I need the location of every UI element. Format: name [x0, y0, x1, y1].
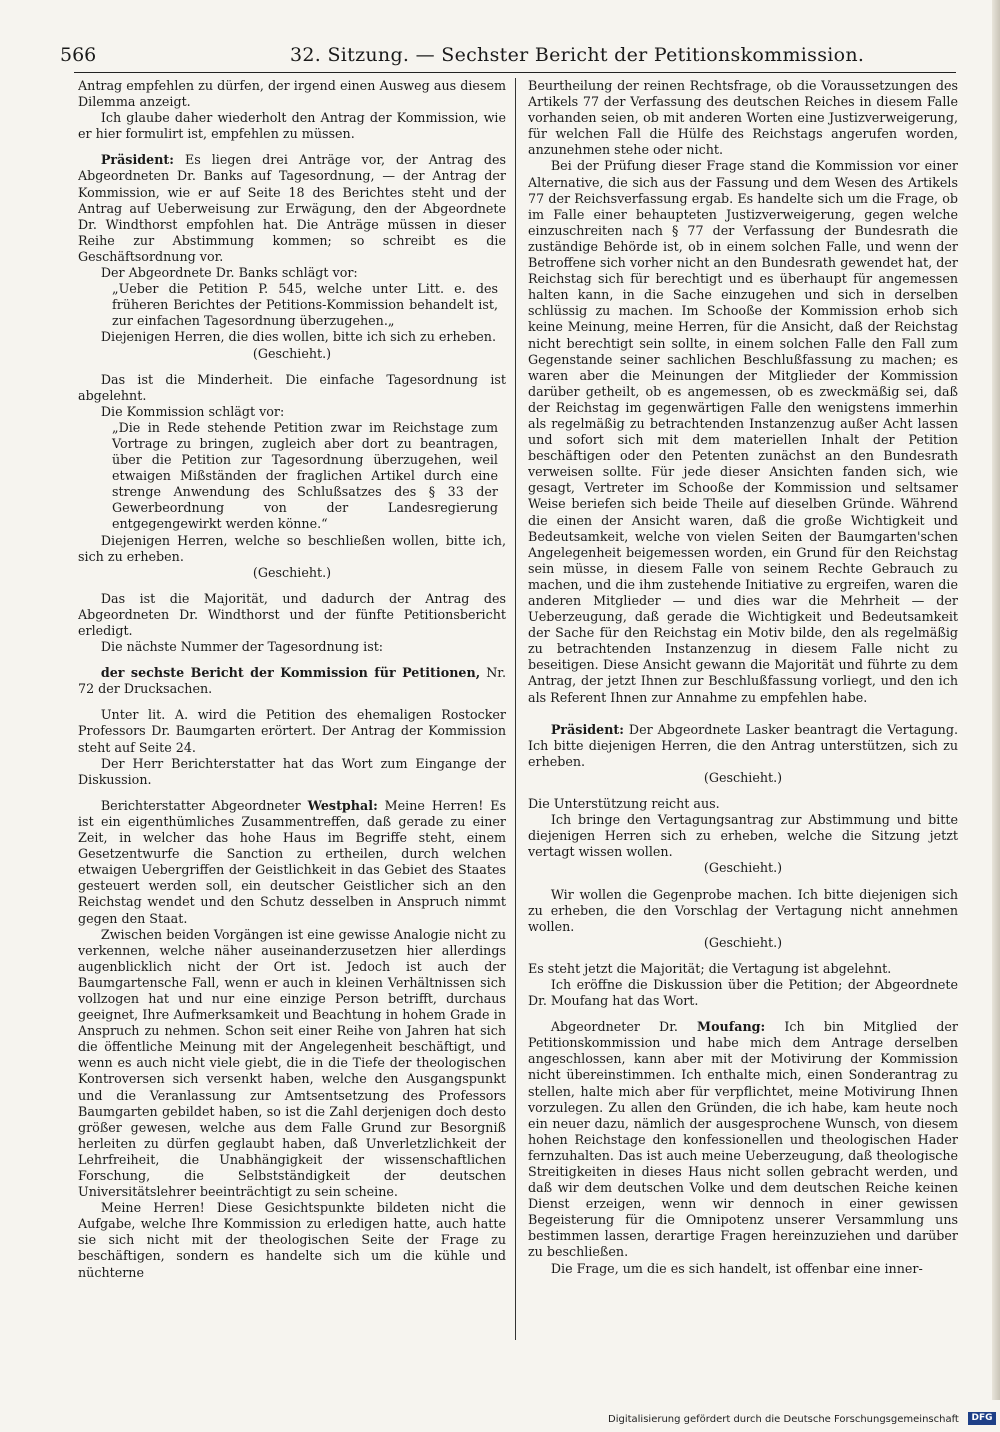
dfg-logo: DFG: [968, 1412, 996, 1425]
paragraph: [78, 798, 506, 927]
paragraph: [78, 707, 506, 755]
paragraph-text: (Geschieht.): [703, 934, 783, 950]
paragraph-text: Ich bin Mitglied der Petitionskommission und habe mich dem Antrage derselben angeschlossen, kann aber mit der Motivirung der Kommission nicht übereinstimmen. Ich enthalte mich, einen Sonderantrag zu stellen, halte mich aber für verpflichtet, meine Motivirung Ihnen vorzulegen. Zu allen den Gründen, die ich habe, kam heute noch ein neuer dazu, nämlich der ausgesprochene Wunsch, von diesem hohen Reichstage den konfessionellen und theologischen Hader fernzuhalten. Das ist auch meine Ueberzeugung, daß theologische Streitigkeiten in dieses Haus nicht sollen gebracht werden, und daß wir dem deutschen Volke und dem deutschen Reiche keinen Dienst erzeigen, wenn wir dennoch in einer gewissen Begeisterung für die Omnipotenz unserer Versammlung uns bestimmen lassen, derartige Fragen hereinzuziehen und darüber zu beschließen.: [528, 1019, 958, 1260]
paragraph-text: Ich bringe den Vertagungsantrag zur Abstimmung und bitte diejenigen Herren sich zu erheben, welche die Sitzung jetzt vertagt wissen wollen.: [528, 812, 958, 860]
paragraph-text: Der Abgeordnete Dr. Banks schlägt vor:: [100, 265, 358, 281]
stage-direction: [528, 770, 958, 786]
paragraph-spacer: [528, 786, 958, 796]
paragraph-spacer: [78, 581, 506, 591]
footer-credit: Digitalisierung gefördert durch die Deutsche Forschungsgemeinschaft: [608, 1414, 959, 1425]
page-edge-shadow: [992, 0, 1000, 1400]
paragraph-text: Die nächste Nummer der Tagesordnung ist:: [100, 639, 384, 655]
paragraph-spacer: [78, 697, 506, 707]
paragraph-text: Zwischen beiden Vorgängen ist eine gewisse Analogie nicht zu verkennen, welche näher auseinanderzusetzen hier allerdings augenblicklich nicht der Ort ist. Jedoch ist auch der Baumgartensche Fall, wenn er auch in kleinen Verhältnissen sich vollzogen hat und nur eine einzige Person betrifft, durchaus geeignet, Ihre Aufmerksamkeit und Beachtung in hohem Grade in Anspruch zu nehmen. Schon seit einer Reihe von Jahren hat sich die öffentliche Meinung mit der Angelegenheit beschäftigt, und wenn es auch nicht viele giebt, die in die Tiefe der theologischen Kontroversen sich versenkt haben, welche den Ausgangspunkt und die Veranlassung zur Amtsentsetzung des Professors Baumgarten gebildet haben, so ist die Zahl derjenigen doch desto größer gewesen, welche aus dem Falle Grund zur Besorgniß herleiten zu dürfen geglaubt haben, daß Unverletzlichkeit der Lehrfreiheit, die Unabhängigkeit der wissenschaftlichen Forschung, die Selbstständigkeit der deutschen Universitätslehrer beeinträchtigt zu sein scheine.: [78, 926, 506, 1200]
paragraph: [78, 927, 506, 1201]
stage-direction: [78, 565, 506, 581]
stage-direction: [78, 346, 506, 362]
paragraph-text: Diejenigen Herren, die dies wollen, bitte ich sich zu erheben.: [100, 329, 497, 345]
paragraph-text: Wir wollen die Gegenprobe machen. Ich bitte diejenigen sich zu erheben, die den Vorschlag der Vertagung nicht annehmen wollen.: [528, 886, 958, 934]
paragraph-text: Die Frage, um die es sich handelt, ist offenbar eine inner-: [550, 1260, 923, 1276]
paragraph-text: Es liegen drei Anträge vor, der Antrag des Abgeordneten Dr. Banks auf Tagesordnung, — der Antrag der Kommission, wie er auf Seite 18 des Berichtes steht und der Antrag auf Ueberweisung zur Erwägung, den der Abgeordnete Dr. Windthorst empfohlen hat. Die Anträge müssen in dieser Reihe zur Abstimmung kommen; so schreibt es die Geschäftsordnung vor.: [78, 152, 506, 264]
paragraph: [78, 372, 506, 404]
paragraph: [528, 158, 958, 705]
paragraph-spacer: [78, 142, 506, 152]
paragraph: [528, 796, 958, 812]
paragraph-text: Meine Herren! Es ist ein eigenthümliches Zusammentreffen, daß gerade zu einer Zeit, in welcher das hohe Haus im Begriffe steht, einem Gesetzentwurfe die Sanction zu ertheilen, durch welchen etwaigen Uebergriffen der Geistlichkeit in das Gebiet des Staates gesteuert werden soll, ein deutscher Geistlicher sich an den Reichstag wendet und den Schutz desselben in Anspruch nimmt gegen den Staat.: [78, 797, 506, 926]
paragraph-text: Die Unterstützung reicht aus.: [528, 796, 720, 812]
paragraph: [78, 1200, 506, 1280]
paragraph-text: Antrag empfehlen zu dürfen, der irgend einen Ausweg aus diesem Dilemma anzeigt.: [78, 78, 506, 110]
paragraph: [78, 329, 506, 345]
paragraph-spacer: [78, 655, 506, 665]
paragraph-text: Bei der Prüfung dieser Frage stand die Kommission vor einer Alternative, die sich aus der Fassung und dem Wesen des Artikels 77 der Reichsverfassung ergab. Es handelte sich um die Frage, ob im Falle einer behaupteten Justizverweigerung, gegen welche einzuschreiten nach § 77 der Verfassung der Bundesrath die zuständige Behörde ist, ob in einem solchen Falle, und wenn der Betroffene sich vorher nicht an den Bundesrath gewendet hat, der Reichstag sich für berechtigt und es überhaupt für angemessen halten kann, in die Sache einzugehen und sich in derselben schlüssig zu machen. Im Schooße der Kommission erhob sich keine Meinung, meine Herren, für die Ansicht, daß der Reichstag nicht berechtigt sein sollte, in einem solchen Falle den Fall zum Gegenstande seiner sachlichen Beschlußfassung zu machen; es waren aber die Meinungen der Mitglieder der Kommission darüber getheilt, ob es angemessen, ob es zweckmäßig sei, daß der Reichstag im gegenwärtigen Falle den wenigstens immerhin als regelmäßig zu betrachtenden Instanzenzug außer Acht lassen und sofort sich mit dem materiellen Inhalt der Petition beschäftigen oder den Petenten zunächst an den Bundesrath verweisen sollte. Für jede dieser Ansichten fanden sich, wie gesagt, Vertreter im Schooße der Kommission und seltsamer Weise beriefen sich beide Theile auf dieselben Gründe. Während die einen der Ansicht waren, daß die große Wichtigkeit und Bedeutsamkeit, welche von vielen Seiten der Baumgarten'schen Angelegenheit beigemessen worden, ein Grund für den Reichstag sein müsse, in diesem Falle von seinem Rechte Gebrauch zu machen, und die ihm zustehende Initiative zu ergreifen, waren die anderen Mitglieder — und dies war die Mehrheit — der Ueberzeugung, daß gerade die Wichtigkeit und Bedeutsamkeit der Sache für den Reichstag ein Motiv bilde, den als regelmäßig zu betrachtenden Instanzenzug in diesem Falle nicht zu beseitigen. Diese Ansicht gewann die Majorität und führte zu dem Antrag, der jetzt Ihnen zur Beschlußfassung vorliegt, und den ich als Referent Ihnen zur Annahme zu empfehlen habe.: [528, 158, 958, 705]
right-column: [528, 78, 958, 1343]
paragraph: [78, 533, 506, 565]
paragraph: [528, 887, 958, 935]
paragraph-spacer: [528, 951, 958, 961]
paragraph: [78, 78, 506, 110]
paragraph-text: (Geschieht.): [252, 564, 332, 580]
paragraph: [78, 591, 506, 639]
speaker-name: Präsident:: [550, 721, 624, 737]
paragraph-text: Ich eröffne die Diskussion über die Petition; der Abgeordnete Dr. Moufang hat das Wort.: [528, 976, 958, 1009]
paragraph: [528, 1261, 958, 1277]
running-head: 32. Sitzung. — Sechster Bericht der Petitionskommission.: [290, 44, 865, 66]
paragraph: [528, 1019, 958, 1260]
stage-direction: [528, 935, 958, 951]
paragraph-text: Die Kommission schlägt vor:: [100, 403, 285, 419]
paragraph-text: Diejenigen Herren, welche so beschließen wollen, bitte ich, sich zu erheben.: [78, 532, 506, 564]
quoted-motion: [112, 420, 498, 533]
paragraph-spacer: [528, 706, 958, 722]
paragraph-text: Der Abgeordnete Lasker beantragt die Vertagung. Ich bitte diejenigen Herren, die den Antrag unterstützen, sich zu erheben.: [528, 721, 958, 769]
paragraph: [78, 639, 506, 655]
paragraph-text: Der Herr Berichterstatter hat das Wort zum Eingange der Diskussion.: [78, 755, 506, 787]
paragraph-text: Ich glaube daher wiederholt den Antrag der Kommission, wie er hier formulirt ist, empfehlen zu müssen.: [78, 110, 506, 142]
paragraph-text: Unter lit. A. wird die Petition des ehemaligen Rostocker Professors Dr. Baumgarten erörtert. Der Antrag der Kommission steht auf Seite 24.: [78, 707, 506, 755]
paragraph: [78, 265, 506, 281]
paragraph-spacer: [528, 877, 958, 887]
paragraph-text: Beurtheilung der reinen Rechtsfrage, ob die Voraussetzungen des Artikels 77 der Verfassung des deutschen Reiches in diesem Falle vorhanden seien, ob mit anderen Worten eine Justizverweigerung, für welchen Fall die Hülfe des Reichstags angerufen worden, anzunehmen stehe oder nicht.: [528, 78, 958, 158]
paragraph: [78, 756, 506, 788]
paragraph-spacer: [78, 362, 506, 372]
column-divider: [515, 78, 516, 1340]
page-number: 566: [60, 44, 97, 66]
paragraph-spacer: [528, 1009, 958, 1019]
header-rule: [74, 72, 956, 73]
paragraph: [78, 110, 506, 142]
paragraph-text: „Ueber die Petition P. 545, welche unter Litt. e. des früheren Berichtes der Petitions-Kommission behandelt ist, zur einfachen Tagesordnung überzugehen.„: [112, 281, 498, 329]
paragraph-text: Das ist die Minderheit. Die einfache Tagesordnung ist abgelehnt.: [78, 371, 506, 403]
paragraph-text: (Geschieht.): [703, 860, 783, 876]
paragraph: [528, 78, 958, 158]
speaker-name: Präsident:: [100, 152, 174, 168]
speaker-prefix: Abgeordneter Dr.: [550, 1019, 698, 1035]
paragraph-text: „Die in Rede stehende Petition zwar im Reichstage zum Vortrage zu bringen, zugleich aber dort zu beantragen, über die Petition zur Tagesordnung überzugehen, weil etwaigen Mißständen der fraglichen Artikel durch eine strenge Anwendung des Schlußsatzes des § 33 der Gewerbeordnung von der Landesregierung entgegengewirkt werden könne.“: [112, 419, 498, 532]
paragraph-text: Meine Herren! Diese Gesichtspunkte bildeten nicht die Aufgabe, welche Ihre Kommission zu erledigen hatte, auch hatte sie sich nicht mit der theologischen Seite der Frage zu beschäftigen, sondern es handelte sich um die kühle und nüchterne: [78, 1200, 506, 1280]
paragraph: [528, 961, 958, 977]
page-header: [0, 44, 1000, 70]
paragraph-text: Das ist die Majorität, und dadurch der Antrag des Abgeordneten Dr. Windthorst und der fünfte Petitionsbericht erledigt.: [78, 590, 506, 638]
quoted-motion: [112, 281, 498, 329]
speaker-name: der sechste Bericht der Kommission für Petitionen,: [100, 665, 481, 681]
paragraph-text: Es steht jetzt die Majorität; die Vertagung ist abgelehnt.: [528, 960, 892, 976]
speaker-name: Westphal:: [307, 797, 378, 813]
speaker-name: Moufang:: [697, 1019, 766, 1035]
paragraph: [78, 404, 506, 420]
paragraph: [78, 152, 506, 265]
paragraph-spacer: [78, 788, 506, 798]
left-column: [78, 78, 506, 1343]
paragraph-text: (Geschieht.): [252, 345, 332, 361]
paragraph: [78, 665, 506, 697]
paragraph: [528, 812, 958, 860]
paragraph-text: Nr. 72 der Drucksachen.: [78, 665, 506, 697]
stage-direction: [528, 860, 958, 876]
paragraph: [528, 722, 958, 770]
speaker-prefix: Berichterstatter Abgeordneter: [100, 797, 308, 813]
paragraph: [528, 977, 958, 1009]
paragraph-text: (Geschieht.): [703, 769, 783, 785]
